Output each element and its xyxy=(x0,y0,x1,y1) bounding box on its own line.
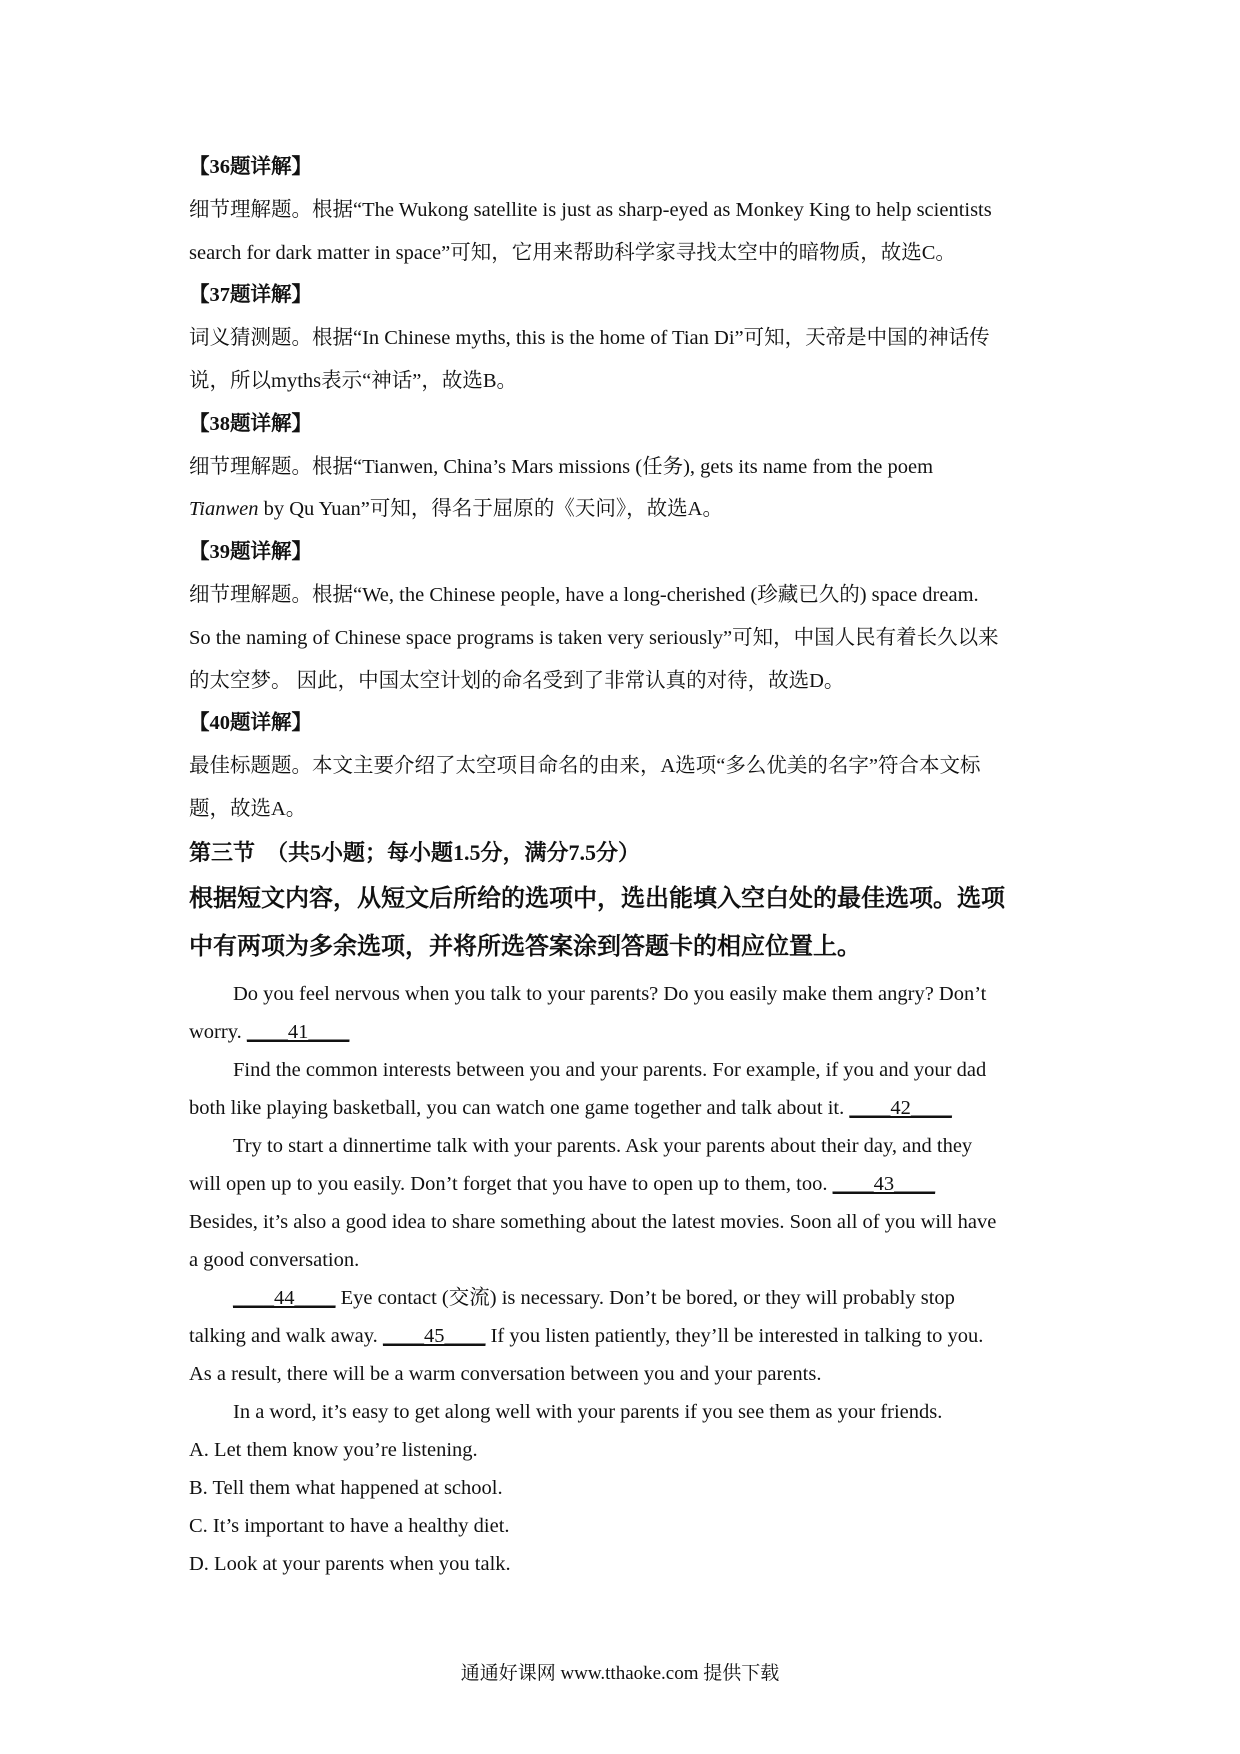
passage-line xyxy=(189,1089,1059,1127)
answer-38 xyxy=(189,403,1059,531)
passage-line xyxy=(189,1317,1059,1355)
passage-line xyxy=(189,1165,1059,1203)
blank-41: ____41____ xyxy=(246,1020,350,1043)
passage-line: Do you feel nervous when you talk to your parents? Do you easily make them angry? Don’t xyxy=(233,982,987,1005)
answer-text-line: search for dark matter in space”可知，它用来帮助科学家寻找太空中的暗物质，故选C。 xyxy=(189,241,956,264)
passage-text: both like playing basketball, you can watch one game together and talk about it. xyxy=(189,1096,850,1119)
passage-text: Eye contact (交流) is necessary. Don’t be bored, or they will probably stop xyxy=(335,1286,955,1309)
option-d: D. Look at your parents when you talk. xyxy=(189,1552,511,1575)
answer-text-line: 题，故选A。 xyxy=(189,797,307,820)
passage-text: will open up to you easily. Don’t forget that you have to open up to them, too. xyxy=(189,1172,833,1195)
reading-passage xyxy=(189,975,1059,1431)
passage-line: Besides, it’s also a good idea to share something about the latest movies. Soon all of you will have xyxy=(189,1210,997,1233)
page-content xyxy=(189,146,1059,1583)
passage-line xyxy=(189,1279,1059,1317)
page-footer: 通通好课网 www.tthaoke.com 提供下载 xyxy=(460,1663,780,1684)
answer-text-line: 最佳标题题。本文主要介绍了太空项目命名的由来，A选项“多么优美的名字”符合本文标 xyxy=(189,755,981,778)
blank-44: ____44____ xyxy=(233,1286,336,1309)
answer-text-line: 细节理解题。根据“The Wukong satellite is just as sharp-eyed as Monkey King to help scientists xyxy=(189,198,992,221)
answer-heading-38: 【38题详解】 xyxy=(189,412,312,435)
answer-36 xyxy=(189,146,1059,274)
answer-text-line: So the naming of Chinese space programs is taken very seriously”可知，中国人民有着长久以来 xyxy=(189,626,999,649)
passage-line: Find the common interests between you and your parents. For example, if you and your dad xyxy=(233,1058,987,1081)
passage-line: In a word, it’s easy to get along well with your parents if you see them as your friends. xyxy=(233,1400,943,1423)
answer-text-line: 细节理解题。根据“We, the Chinese people, have a long-cherished (珍藏已久的) space dream. xyxy=(189,583,979,606)
answer-40 xyxy=(189,702,1059,830)
answer-text-line: 词义猜测题。根据“In Chinese myths, this is the home of Tian Di”可知，天帝是中国的神话传 xyxy=(189,327,990,350)
option-a: A. Let them know you’re listening. xyxy=(189,1438,478,1461)
answer-heading-37: 【37题详解】 xyxy=(189,284,312,307)
section-title: 第三节 （共5小题；每小题1.5分，满分7.5分） xyxy=(189,839,641,865)
passage-line xyxy=(189,1013,1059,1051)
poem-title: Tianwen xyxy=(189,498,259,521)
passage-text: If you listen patiently, they’ll be interested in talking to you. xyxy=(485,1324,984,1347)
section-instruction: 根据短文内容，从短文后所给的选项中，选出能填入空白处的最佳选项。选项 xyxy=(189,885,1005,912)
answer-text-rest: by Qu Yuan”可知，得名于屈原的《天问》，故选A。 xyxy=(258,498,723,521)
answer-text-line: 细节理解题。根据“Tianwen, China’s Mars missions (任务), gets its name from the poem xyxy=(189,455,934,478)
section-instruction: 中有两项为多余选项，并将所选答案涂到答题卡的相应位置上。 xyxy=(189,933,861,960)
passage-line: Try to start a dinnertime talk with your parents. Ask your parents about their day, and they xyxy=(233,1134,973,1157)
passage-text: talking and walk away. xyxy=(189,1324,383,1347)
passage-line: As a result, there will be a warm conversation between you and your parents. xyxy=(189,1362,822,1385)
answer-text-line: 说，所以myths表示“神话”，故选B。 xyxy=(189,369,517,392)
option-c: C. It’s important to have a healthy diet. xyxy=(189,1514,510,1537)
passage-text: worry. xyxy=(189,1020,247,1043)
answer-39 xyxy=(189,531,1059,702)
answer-options xyxy=(189,1431,1059,1583)
answer-heading-39: 【39题详解】 xyxy=(189,541,312,564)
answer-heading-40: 【40题详解】 xyxy=(189,712,312,735)
blank-42: ____42____ xyxy=(849,1096,952,1119)
answer-text-line xyxy=(189,488,1059,531)
answer-37 xyxy=(189,274,1059,402)
blank-45: ____45____ xyxy=(382,1324,486,1347)
option-b: B. Tell them what happened at school. xyxy=(189,1476,503,1499)
answer-heading-36: 【36题详解】 xyxy=(189,156,312,178)
passage-line: a good conversation. xyxy=(189,1248,360,1271)
answer-text-line: 的太空梦。 因此，中国太空计划的命名受到了非常认真的对待，故选D。 xyxy=(189,669,845,692)
blank-43: ____43____ xyxy=(832,1172,936,1195)
